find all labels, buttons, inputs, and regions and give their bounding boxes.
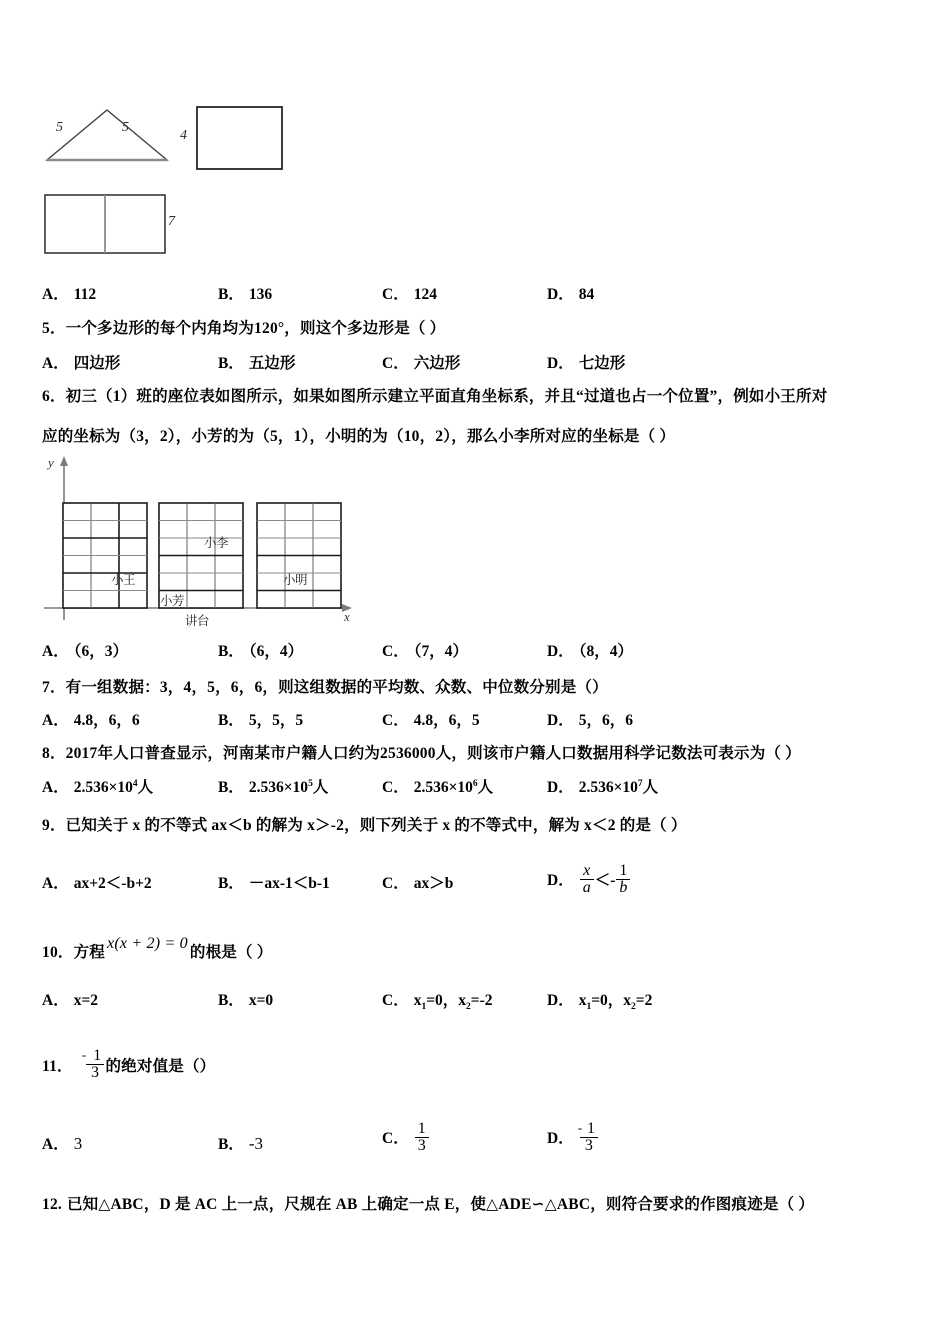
option-text: （6，3） bbox=[73, 643, 128, 660]
seat-label-xiaoli: 小李 bbox=[204, 535, 229, 550]
option-text: －ax-1＜b-1 bbox=[248, 875, 330, 892]
option-label: C． bbox=[382, 286, 409, 303]
option-mid: =0，x bbox=[591, 992, 632, 1009]
q12-stem bbox=[42, 1196, 814, 1213]
subscript-2: 2 bbox=[631, 1002, 636, 1013]
option-text: ax+2＜-b+2 bbox=[73, 875, 152, 892]
subscript-2: 2 bbox=[466, 1002, 471, 1013]
seating-chart-figure bbox=[38, 452, 368, 630]
shapes-figure-svg bbox=[34, 92, 334, 272]
var-x: x bbox=[413, 992, 422, 1009]
relation-symbol: ＜- bbox=[594, 872, 616, 890]
q10-option-a[interactable] bbox=[42, 992, 98, 1009]
option-mantissa: 2.536×10 bbox=[413, 779, 473, 797]
fraction-numerator: 1 bbox=[619, 862, 628, 879]
q6-stem-text-1: 初三（1）班的座位表如图所示，如果如图所示建立平面直角坐标系，并且“过道也占一个位置”，例如小王所对 bbox=[65, 388, 828, 405]
option-text: 112 bbox=[73, 286, 97, 303]
q7-option-a[interactable] bbox=[42, 712, 140, 729]
triangle-right-side-label: 5 bbox=[122, 120, 129, 135]
y-axis-label: y bbox=[48, 455, 54, 470]
seat-label-xiaoming: 小明 bbox=[283, 572, 308, 587]
option-label: B． bbox=[218, 286, 244, 303]
q6-option-c[interactable] bbox=[382, 643, 468, 660]
q5-option-b[interactable] bbox=[218, 355, 295, 372]
option-exponent: 4 bbox=[132, 779, 138, 789]
option-suffix: 人 bbox=[477, 779, 494, 797]
option-label: B． bbox=[218, 643, 244, 660]
fraction-sign: - bbox=[577, 1120, 583, 1135]
fraction-one-third bbox=[415, 1121, 429, 1155]
q6-stem-text-2: 应的坐标为（3，2），小芳的为（5，1），小明的为（10，2），那么小李所对应的坐标是（ ） bbox=[42, 428, 676, 445]
option-label: A． bbox=[42, 992, 69, 1009]
option-label: B． bbox=[218, 712, 244, 729]
option-label: A． bbox=[42, 712, 69, 729]
fraction-numerator: 1 bbox=[417, 1120, 426, 1137]
shapes-figure-group bbox=[34, 92, 334, 272]
q7-option-c[interactable] bbox=[382, 712, 480, 729]
option-label: D． bbox=[547, 712, 574, 729]
option-label: C． bbox=[382, 1130, 409, 1148]
fraction-numerator: 1 bbox=[587, 1120, 596, 1137]
q9-option-a[interactable] bbox=[42, 875, 152, 892]
q5-number: 5． bbox=[42, 320, 66, 337]
q11-stem bbox=[42, 1048, 215, 1082]
seat-block-left bbox=[63, 503, 147, 608]
option-exponent: 5 bbox=[308, 779, 313, 789]
q6-stem-line1 bbox=[42, 388, 827, 405]
option-text: 四边形 bbox=[73, 355, 121, 372]
q11-option-c[interactable] bbox=[382, 1121, 430, 1155]
option-text: 4.8，6，6 bbox=[73, 712, 140, 729]
option-label: C． bbox=[382, 712, 409, 729]
subscript-1: 1 bbox=[421, 1002, 427, 1013]
option-label: A． bbox=[42, 1136, 69, 1153]
q9-number: 9． bbox=[42, 817, 66, 834]
q10-stem-suffix: 的根是（ ） bbox=[189, 944, 273, 961]
podium-label: 讲台 bbox=[185, 613, 210, 628]
option-label: B． bbox=[218, 992, 244, 1009]
option-mantissa: 2.536×10 bbox=[578, 779, 638, 797]
q10-equation: x(x + 2) = 0 bbox=[107, 935, 188, 952]
rectangle-height-label: 4 bbox=[180, 128, 187, 143]
q8-option-b[interactable] bbox=[218, 779, 328, 796]
option-text: 4.8，6，5 bbox=[413, 712, 480, 729]
option-label: A． bbox=[42, 779, 69, 797]
option-label: D． bbox=[547, 779, 574, 797]
q6-option-b[interactable] bbox=[218, 643, 303, 660]
seat-label-xiaofang: 小芳 bbox=[160, 593, 185, 608]
q8-stem-text: 2017年人口普查显示，河南某市户籍人口约为2536000人，则该市户籍人口数据用科学记数法可表示为（ ） bbox=[65, 745, 801, 762]
q6-option-a[interactable] bbox=[42, 643, 128, 660]
q7-stem bbox=[42, 679, 608, 696]
rectangle-shape bbox=[197, 107, 282, 169]
q10-option-c[interactable] bbox=[382, 992, 493, 1013]
option-label: B． bbox=[218, 779, 244, 797]
option-label: B． bbox=[218, 355, 244, 372]
option-text: ax＞b bbox=[413, 875, 454, 892]
q9-option-b[interactable] bbox=[218, 875, 330, 892]
q4-option-a[interactable] bbox=[42, 286, 96, 303]
q8-option-a[interactable] bbox=[42, 779, 153, 796]
option-suffix: 人 bbox=[642, 779, 659, 797]
q9-option-d[interactable] bbox=[547, 863, 631, 897]
fraction-denominator: 3 bbox=[415, 1137, 429, 1155]
option-label: A． bbox=[42, 875, 69, 892]
seat-block-right bbox=[257, 503, 341, 608]
option-label: B． bbox=[218, 875, 244, 892]
q5-stem bbox=[42, 320, 445, 337]
option-text: （7，4） bbox=[413, 643, 468, 660]
option-mantissa: 2.536×10 bbox=[248, 779, 309, 797]
q8-option-d[interactable] bbox=[547, 779, 658, 796]
q6-stem-line2 bbox=[42, 428, 675, 445]
q7-option-b[interactable] bbox=[218, 712, 303, 729]
fraction-denominator: 3 bbox=[580, 1137, 598, 1155]
q11-number: 11． bbox=[42, 1057, 73, 1075]
option-exponent: 7 bbox=[637, 779, 643, 789]
q7-option-d[interactable] bbox=[547, 712, 633, 729]
q9-stem-text: 已知关于 x 的不等式 ax＜b 的解为 x＞-2，则下列关于 x 的不等式中，解为 x＜2 的是（ ） bbox=[65, 817, 687, 834]
option-text: x=2 bbox=[73, 992, 99, 1009]
q7-stem-text: 有一组数据：3，4，5，6，6，则这组数据的平均数、众数、中位数分别是（） bbox=[65, 679, 608, 696]
q12-number: 12. bbox=[42, 1196, 62, 1213]
option-text: 六边形 bbox=[413, 355, 461, 372]
option-mantissa: 2.536×10 bbox=[73, 779, 133, 797]
option-label: D． bbox=[547, 1130, 574, 1148]
option-text: （6，4） bbox=[248, 643, 304, 660]
option-suffix: 人 bbox=[312, 779, 329, 797]
option-tail: =-2 bbox=[470, 992, 493, 1009]
option-label: C． bbox=[382, 875, 409, 892]
q11-option-d[interactable] bbox=[547, 1121, 599, 1155]
q11-stem-fraction bbox=[81, 1047, 105, 1082]
option-label: A． bbox=[42, 286, 69, 303]
fraction-denominator: a bbox=[580, 879, 594, 897]
q12-stem-text: 已知△ABC，D 是 AC 上一点，尺规在 AB 上确定一点 E，使△ADE∽△ABC，则符合要求的作图痕迹是（ ） bbox=[66, 1196, 815, 1213]
q11-stem-suffix: 的绝对值是（） bbox=[105, 1057, 216, 1075]
q6-number: 6． bbox=[42, 388, 66, 405]
q5-stem-text: 一个多边形的每个内角均为120°，则这个多边形是（ ） bbox=[65, 320, 446, 337]
option-suffix: 人 bbox=[137, 779, 154, 797]
option-label: C． bbox=[382, 992, 409, 1009]
fraction-denominator: 3 bbox=[86, 1064, 105, 1082]
option-text: 84 bbox=[578, 286, 595, 303]
var-x: x bbox=[578, 992, 587, 1009]
q10-number: 10． bbox=[42, 944, 74, 961]
option-label: C． bbox=[382, 779, 409, 797]
option-text: 5，5，5 bbox=[248, 712, 304, 729]
q10-option-d[interactable] bbox=[547, 992, 652, 1013]
option-text: 3 bbox=[73, 1134, 83, 1153]
option-label: A． bbox=[42, 643, 69, 660]
option-tail: =2 bbox=[635, 992, 653, 1009]
q4-option-b[interactable] bbox=[218, 286, 272, 303]
option-exponent: 6 bbox=[472, 779, 478, 789]
fraction-numerator-group bbox=[81, 1047, 105, 1064]
fraction-sign: - bbox=[81, 1047, 87, 1062]
triangle-left-side-label: 5 bbox=[56, 120, 63, 135]
option-text: x=0 bbox=[248, 992, 274, 1009]
q9-option-c[interactable] bbox=[382, 875, 453, 892]
option-label: D． bbox=[547, 643, 574, 660]
fraction-numerator: 1 bbox=[93, 1047, 102, 1064]
q8-stem bbox=[42, 745, 801, 762]
q11-option-b[interactable] bbox=[218, 1135, 263, 1154]
q4-option-d[interactable] bbox=[547, 286, 594, 303]
triangle-shape bbox=[47, 110, 167, 160]
q5-option-a[interactable] bbox=[42, 355, 120, 372]
q5-option-c[interactable] bbox=[382, 355, 460, 372]
option-label: A． bbox=[42, 355, 69, 372]
q6-option-d[interactable] bbox=[547, 643, 633, 660]
option-text: -3 bbox=[248, 1134, 264, 1153]
option-label: C． bbox=[382, 643, 409, 660]
option-label: B． bbox=[218, 1136, 244, 1153]
option-text: （8，4） bbox=[578, 643, 633, 660]
q11-option-a[interactable] bbox=[42, 1135, 82, 1154]
q10-option-b[interactable] bbox=[218, 992, 273, 1009]
q8-option-c[interactable] bbox=[382, 779, 493, 796]
seat-label-xiaowang: 小王 bbox=[111, 572, 136, 587]
fraction-x-over-a bbox=[580, 863, 594, 897]
option-text: 124 bbox=[413, 286, 437, 303]
option-label: D． bbox=[547, 286, 574, 303]
option-label: D． bbox=[547, 992, 574, 1009]
option-label: C． bbox=[382, 355, 409, 372]
fraction-numerator-group bbox=[577, 1120, 598, 1137]
x-axis-label: x bbox=[344, 609, 350, 624]
q5-option-d[interactable] bbox=[547, 355, 625, 372]
double-rectangle-height-label: 7 bbox=[168, 214, 175, 229]
q8-number: 8． bbox=[42, 745, 66, 762]
option-text: 五边形 bbox=[248, 355, 296, 372]
fraction-negative-one-third bbox=[577, 1120, 598, 1155]
y-axis-arrow bbox=[60, 456, 68, 466]
q10-stem-prefix: 方程 bbox=[73, 944, 106, 961]
seating-chart-svg bbox=[38, 452, 368, 630]
q10-stem bbox=[42, 935, 273, 962]
option-text: 七边形 bbox=[578, 355, 626, 372]
option-text: 136 bbox=[248, 286, 273, 303]
q7-number: 7． bbox=[42, 679, 66, 696]
option-text: 5，6，6 bbox=[578, 712, 633, 729]
subscript-1: 1 bbox=[586, 1002, 592, 1013]
fraction-denominator: b bbox=[616, 879, 630, 897]
q4-option-c[interactable] bbox=[382, 286, 437, 303]
option-label: D． bbox=[547, 872, 574, 890]
q9-stem bbox=[42, 817, 687, 834]
option-mid: =0，x bbox=[426, 992, 467, 1009]
fraction-one-over-b bbox=[616, 863, 630, 897]
fraction-numerator: x bbox=[583, 862, 591, 879]
option-label: D． bbox=[547, 355, 574, 372]
